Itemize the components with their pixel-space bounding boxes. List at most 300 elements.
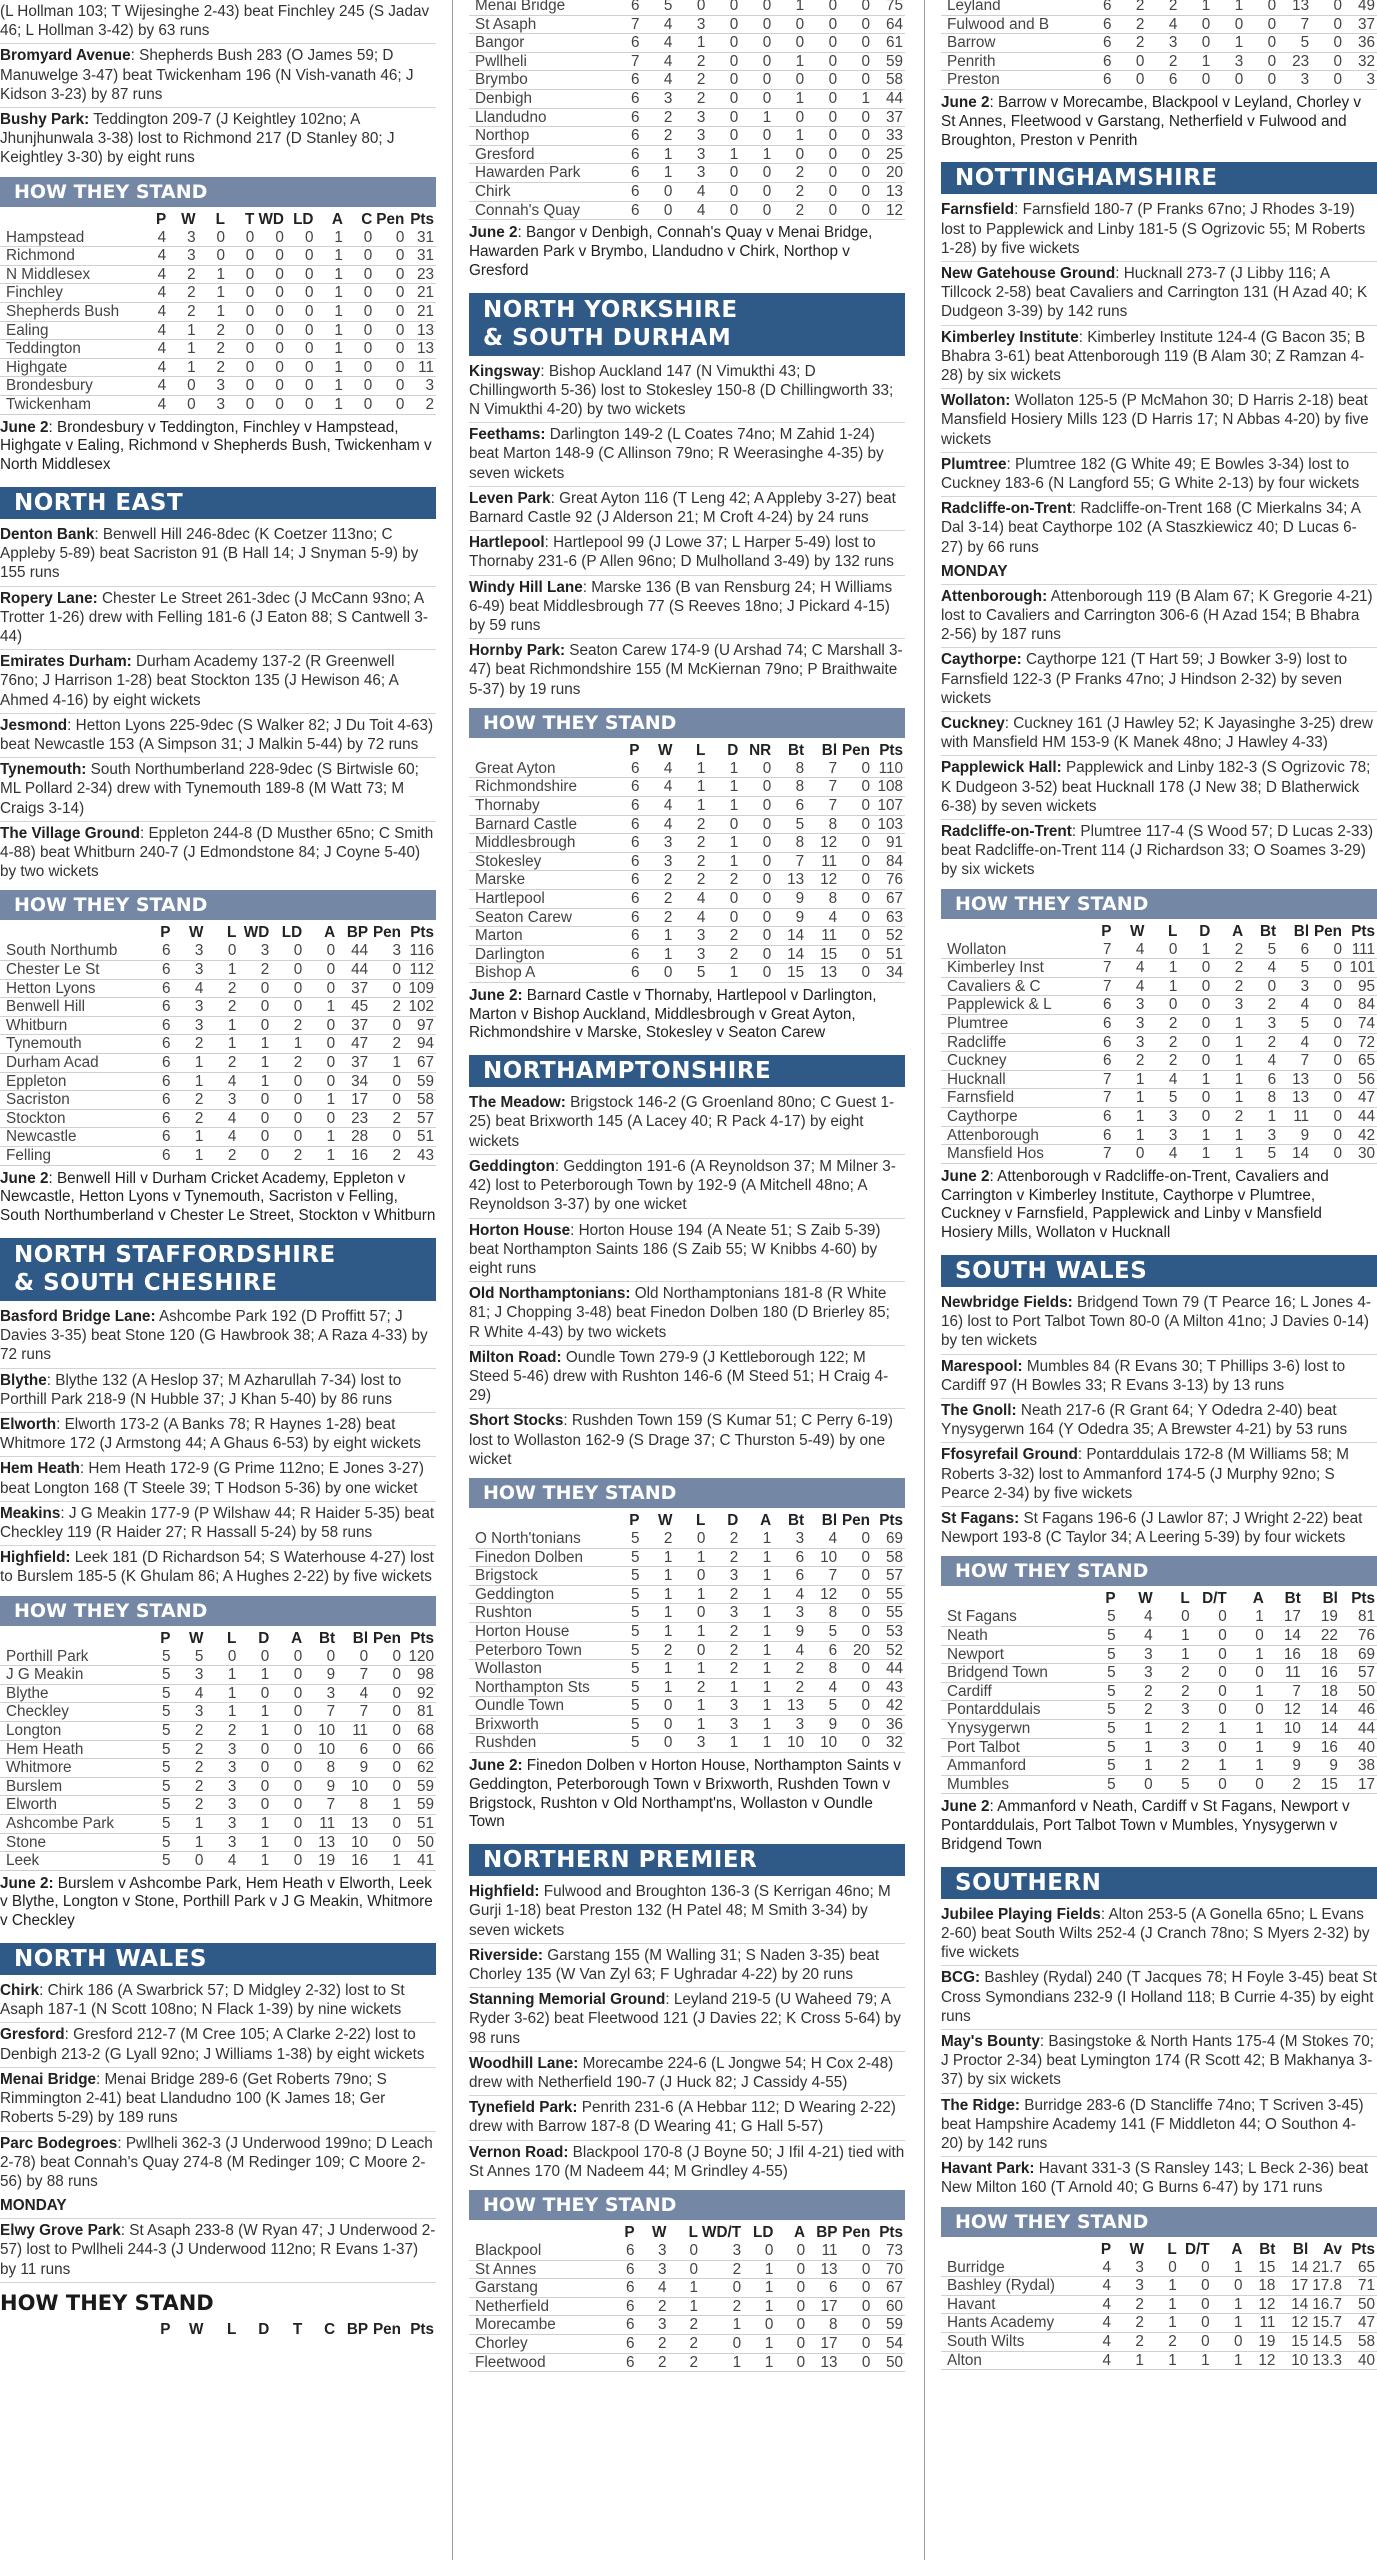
column-header: Bl	[1292, 2240, 1309, 2258]
stat-cell: 3	[198, 377, 227, 396]
result-text: Ashcombe Park 192 (D Proffitt 57; J Davies 3-35) beat Stone 120 (G Hawbrook 38; A Raza 4-33) by 72 runs	[0, 1307, 428, 1364]
team-name: Papplewick & L	[941, 996, 1081, 1015]
stat-cell: 1	[743, 2260, 775, 2279]
stat-cell: 4	[641, 760, 674, 778]
result-text: Bridgend Town 79 (T Pearce 16; L Jones 4-16) lost to Port Talbot Town 80-0 (A Milton 41no; J Davies 0-14) by ten wickets	[941, 1293, 1371, 1350]
stat-cell: 0	[1179, 2259, 1212, 2277]
stat-cell: 2	[773, 1678, 806, 1697]
result-text: : Horton House 194 (A Neate 51; S Zaib 5-39) beat Northampton Saints 186 (S Zaib 55; W Knibbs 4-60) by eight runs	[469, 1221, 881, 1277]
column-header	[0, 924, 140, 942]
column-header: D	[258, 2320, 270, 2338]
stat-cell: 15	[773, 964, 806, 983]
stat-cell: 2	[773, 1660, 806, 1679]
stat-cell: 64	[872, 15, 905, 34]
stat-cell: 59	[403, 1796, 436, 1815]
stat-cell: 5	[609, 1697, 642, 1716]
stat-cell: 11	[304, 1814, 337, 1833]
team-name: Ashcombe Park	[0, 1814, 140, 1833]
fixtures-text: Finedon Dolben v Horton House, Northampton Saints v Geddington, Peterborough Town v Brixworth, Rushden Town v Brigstock, Rushton v Old Northampt'ns, Wollaston v Oundle Town	[469, 1757, 901, 1831]
venue-name: Attenborough:	[941, 587, 1048, 605]
stat-cell: 4	[641, 71, 674, 90]
venue-name: New Gatehouse Ground	[941, 264, 1116, 282]
table-row	[0, 229, 436, 247]
stat-cell: 1	[674, 1622, 707, 1641]
stat-cell: 0	[806, 182, 839, 201]
stat-cell: 2	[674, 852, 707, 871]
stat-cell: 32	[1344, 52, 1377, 71]
stat-cell: 2	[1266, 1775, 1303, 1794]
stat-cell: 4	[139, 284, 168, 303]
stat-cell: 6	[605, 2335, 637, 2354]
stat-cell: 1	[1192, 1757, 1229, 1776]
stat-cell: 4	[139, 229, 168, 247]
result-item	[469, 2096, 905, 2140]
stat-cell: 6	[609, 34, 642, 53]
column-header: Pts	[879, 741, 903, 759]
stat-cell: 0	[740, 127, 773, 146]
table-row	[469, 2335, 905, 2354]
team-name: South Northumb	[0, 942, 140, 960]
team-name: Plumtree	[941, 1015, 1081, 1034]
stat-cell: 16	[337, 1852, 370, 1871]
column-header: P	[1105, 1590, 1116, 1608]
column-header: Pts	[410, 2320, 434, 2338]
stat-cell: 2	[668, 2353, 700, 2372]
venue-name: Hartlepool	[469, 534, 545, 552]
stat-cell: 5	[140, 1777, 173, 1796]
stat-cell: 13	[1278, 0, 1311, 15]
stat-cell: 4	[641, 778, 674, 797]
table-row	[941, 1033, 1377, 1052]
table-row	[941, 71, 1377, 90]
banner-line: NORTH YORKSHIRE	[483, 296, 738, 323]
stat-cell: 2	[1146, 0, 1179, 15]
stat-cell: 6	[609, 145, 642, 164]
team-name: Chester Le St	[0, 961, 140, 980]
column-header	[469, 742, 609, 760]
stat-cell: 2	[271, 1146, 304, 1165]
stat-cell: 58	[872, 1548, 905, 1567]
stat-cell: 36	[872, 1715, 905, 1734]
stat-cell: 1	[315, 284, 344, 303]
venue-name: Caythorpe:	[941, 651, 1022, 669]
stat-cell: 6	[1081, 1052, 1114, 1071]
team-name: St Fagans	[941, 1608, 1081, 1626]
stat-cell: 6	[609, 164, 642, 183]
stat-cell: 0	[304, 1035, 337, 1054]
stat-cell: 6	[140, 1016, 173, 1035]
team-name: Brixworth	[469, 1715, 609, 1734]
table-row	[469, 927, 905, 946]
result-item	[469, 1155, 905, 1219]
stat-cell: 0	[1179, 959, 1212, 978]
stat-cell: 0	[1311, 996, 1344, 1015]
stat-cell: 49	[1344, 0, 1377, 15]
stat-cell: 44	[337, 942, 370, 960]
stat-cell: 7	[609, 15, 642, 34]
result-text: Teddington 209-7 (J Keightley 102no; A Jhunjhunwala 3-38) lost to Richmond 217 (D Stanley 80; J Keightley 3-30) by eight runs	[0, 111, 395, 167]
result-text: : Hartlepool 99 (J Lowe 37; L Harper 5-49) lost to Thornaby 231-6 (P Allen 96no; D Mulholland 3-49) by 132 runs	[469, 534, 894, 571]
stat-cell: 6	[1081, 15, 1114, 34]
stat-cell: 2	[370, 998, 403, 1017]
stat-cell: 2	[707, 1585, 740, 1604]
column-header: Pen	[842, 2224, 871, 2242]
column-header: W	[188, 1629, 204, 1647]
team-name: Connah's Quay	[469, 201, 609, 220]
stat-cell: 0	[839, 2279, 872, 2298]
stat-cell: 0	[1179, 2277, 1212, 2296]
stat-cell: 6	[337, 1740, 370, 1759]
table-row	[941, 52, 1377, 71]
stat-cell: 0	[345, 284, 374, 303]
stat-cell: 2	[641, 889, 674, 908]
column-header: Bl	[1322, 1590, 1338, 1608]
stat-cell: 15	[1244, 2259, 1277, 2277]
stat-cell: 0	[374, 229, 406, 247]
team-name: Hawarden Park	[469, 164, 609, 183]
table-row	[0, 303, 436, 322]
column-header: L	[1180, 1590, 1190, 1608]
table-row	[941, 1701, 1377, 1720]
table-row	[469, 2279, 905, 2298]
stat-cell: 0	[707, 34, 740, 53]
stat-cell: 0	[674, 1641, 707, 1660]
stat-cell: 2	[172, 1721, 205, 1740]
stat-cell: 14	[773, 945, 806, 964]
table-row	[0, 1684, 436, 1703]
stat-cell: 0	[271, 1759, 304, 1778]
stat-cell: 13	[1278, 1070, 1311, 1089]
stat-cell: 6	[609, 964, 642, 983]
stat-cell: 9	[304, 1777, 337, 1796]
stat-cell: 2	[707, 1641, 740, 1660]
column-header: A	[794, 2224, 806, 2242]
stat-cell: 5	[140, 1684, 173, 1703]
stat-cell: 56	[1344, 1070, 1377, 1089]
table-row	[941, 2351, 1377, 2370]
stat-cell: 1	[1113, 1108, 1146, 1127]
result-item	[0, 1305, 436, 1369]
stat-cell: 1	[641, 945, 674, 964]
team-name: Leek	[0, 1852, 140, 1871]
stat-cell: 42	[1344, 1126, 1377, 1145]
stat-cell: 0	[374, 377, 406, 396]
stat-cell: 2	[641, 108, 674, 127]
table-row	[941, 2314, 1377, 2333]
table-row	[469, 1604, 905, 1623]
stat-cell: 6	[609, 182, 642, 201]
venue-name: Radcliffe-on-Trent	[941, 823, 1072, 841]
result-text: Wollaton 125-5 (P McMahon 30; D Harris 2-18) beat Mansfield Hosiery Mills 123 (D Harris 17; N Abbas 4-20) by five wickets	[941, 392, 1369, 448]
stat-cell: 0	[839, 908, 872, 927]
stat-cell: 81	[1340, 1608, 1377, 1626]
stat-cell: 0	[1179, 2332, 1212, 2351]
table-row	[0, 1648, 436, 1666]
stat-cell: 8	[806, 889, 839, 908]
team-name: Rushton	[469, 1604, 609, 1623]
stat-cell: 0	[740, 889, 773, 908]
team-name: Farnsfield	[941, 1089, 1081, 1108]
column-header: LD	[753, 2224, 774, 2242]
stat-cell: 0	[700, 2335, 743, 2354]
stat-cell: 1	[740, 1660, 773, 1679]
column-header: L	[215, 210, 225, 228]
stat-cell: 0	[806, 71, 839, 90]
stat-cell: 2	[1113, 0, 1146, 15]
stat-cell: 7	[806, 1567, 839, 1586]
team-name: Fulwood and B	[941, 15, 1081, 34]
team-name: Hartlepool	[469, 889, 609, 908]
column-header: A	[324, 924, 336, 942]
stat-cell: 68	[403, 1721, 436, 1740]
table-row	[941, 1738, 1377, 1757]
stat-cell: 0	[839, 15, 872, 34]
stat-cell: 1	[315, 247, 344, 266]
result-text: : Elworth 173-2 (A Banks 78; R Haynes 1-28) beat Whitmore 172 (J Armstong 44; A Ghaus 6-53) by eight wickets	[0, 1415, 421, 1453]
stat-cell: 0	[641, 182, 674, 201]
stat-cell: 13	[807, 2260, 839, 2279]
stat-cell: 3	[1212, 996, 1245, 1015]
stat-cell: 6	[1081, 1126, 1114, 1145]
stat-cell: 0	[370, 1833, 403, 1852]
stat-cell: 2	[773, 182, 806, 201]
venue-name: Marespool:	[941, 1357, 1023, 1375]
stat-cell: 0	[707, 71, 740, 90]
fixtures-label: June 2	[941, 93, 990, 111]
stat-cell: 0	[374, 284, 406, 303]
stat-cell: 3	[641, 89, 674, 108]
table-row	[941, 1645, 1377, 1664]
venue-name: Geddington	[469, 1157, 555, 1175]
result-text: Durham Academy 137-2 (R Greenwell 76no; J Harrison 1-28) beat Stockton 135 (J Hewison 46; A Ahmed 4-16) by eight wickets	[0, 653, 398, 709]
stat-cell: 69	[1340, 1645, 1377, 1664]
stat-cell: 2	[1146, 52, 1179, 71]
stat-cell: 1	[641, 1622, 674, 1641]
stat-cell: 2	[1113, 34, 1146, 53]
stat-cell: 5	[1081, 1664, 1118, 1683]
stat-cell: 3	[773, 1530, 806, 1548]
standings-heading: HOW THEY STAND	[0, 2290, 214, 2315]
stat-cell: 2	[172, 1091, 205, 1110]
stat-cell: 3	[198, 395, 227, 414]
column-header: L	[226, 1629, 237, 1647]
column-header: Bt	[1284, 1590, 1301, 1608]
column-header: Bt	[1259, 2240, 1276, 2258]
stat-cell: 6	[609, 127, 642, 146]
stat-cell: 8	[304, 1759, 337, 1778]
stat-cell: 0	[674, 1530, 707, 1548]
stat-cell: 1	[1212, 34, 1245, 53]
fixtures-note	[0, 415, 436, 481]
stat-cell: 84	[1344, 996, 1377, 1015]
stat-cell: 13	[773, 1697, 806, 1716]
stat-cell: 0	[1229, 1627, 1266, 1646]
standings-heading: HOW THEY STAND	[941, 2207, 1377, 2237]
column-header: W	[181, 210, 196, 228]
stat-cell: 0	[271, 1740, 304, 1759]
stat-cell: 0	[304, 1053, 337, 1072]
stat-cell: 5	[773, 815, 806, 834]
stat-cell: 2	[674, 71, 707, 90]
stat-cell: 1	[1192, 1719, 1229, 1738]
result-item	[469, 639, 905, 702]
stat-cell: 7	[304, 1703, 337, 1722]
stat-cell: 0	[839, 927, 872, 946]
result-text: Bashley (Rydal) 240 (T Jacques 78; H Foyle 3-45) beat St Cross Symondians 232-9 (I Holland 118; B Currie 4-35) by eight runs	[941, 1969, 1377, 2025]
stat-cell: 111	[1344, 941, 1377, 959]
stat-cell: 32	[872, 1734, 905, 1753]
stat-cell: 9	[1266, 1738, 1303, 1757]
stat-cell: 0	[304, 1072, 337, 1091]
table-row	[0, 961, 436, 980]
team-name: Richmondshire	[469, 778, 609, 797]
table-row	[0, 1128, 436, 1147]
stat-cell: 3	[674, 1734, 707, 1753]
result-item	[469, 1944, 905, 1988]
stat-cell: 0	[839, 1530, 872, 1548]
stat-cell: 0	[304, 1648, 337, 1666]
stat-cell: 1	[674, 34, 707, 53]
stat-cell: 4	[1245, 1052, 1278, 1071]
stat-cell: 18	[1303, 1645, 1340, 1664]
stat-cell: 3	[674, 127, 707, 146]
stat-cell: 0	[1311, 1126, 1344, 1145]
team-name: Chorley	[469, 2335, 605, 2354]
stat-cell: 2	[198, 340, 227, 359]
venue-name: Newbridge Fields:	[941, 1293, 1073, 1311]
stat-cell: 5	[609, 1715, 642, 1734]
team-name: Marske	[469, 871, 609, 890]
venue-name: Basford Bridge Lane:	[0, 1307, 156, 1325]
stat-cell: 103	[872, 815, 905, 834]
stat-cell: 5	[609, 1585, 642, 1604]
column-header: Pen	[841, 1511, 871, 1529]
stat-cell: 1	[315, 229, 344, 247]
stat-cell: 1	[641, 145, 674, 164]
result-item	[469, 1988, 905, 2052]
table-row	[469, 15, 905, 34]
fixtures-label: June 2:	[469, 1757, 523, 1775]
table-row	[0, 998, 436, 1017]
stat-cell: 6	[1278, 941, 1311, 959]
stat-cell: 1	[198, 284, 227, 303]
section-banner-southern: SOUTHERN	[941, 1867, 1377, 1899]
stat-cell: 0	[370, 1721, 403, 1740]
column-header: P	[629, 1511, 640, 1529]
result-item	[0, 587, 436, 651]
team-name: Attenborough	[941, 1126, 1081, 1145]
column-header: Pts	[879, 1511, 903, 1529]
stat-cell: 67	[872, 2279, 905, 2298]
stat-cell: 2	[1113, 1052, 1146, 1071]
team-name: Wollaton	[941, 941, 1081, 959]
stat-cell: 2	[168, 265, 197, 284]
stat-cell: 1	[1212, 1015, 1245, 1034]
team-name: Radcliffe	[941, 1033, 1081, 1052]
team-name: Durham Acad	[0, 1053, 140, 1072]
stat-cell: 0	[271, 1852, 304, 1871]
stat-cell: 1	[1212, 1145, 1245, 1164]
stat-cell: 14	[773, 927, 806, 946]
stat-cell: 2	[1118, 1682, 1155, 1701]
stat-cell: 0	[839, 945, 872, 964]
fixtures-label: June 2	[941, 1798, 990, 1816]
stat-cell: 3	[304, 1684, 337, 1703]
table-row	[941, 959, 1377, 978]
stat-cell: 0	[1311, 959, 1344, 978]
stat-cell: 2	[1113, 2295, 1146, 2314]
stat-cell: 3	[172, 1016, 205, 1035]
stat-cell: 1	[238, 1721, 271, 1740]
venue-name: Vernon Road:	[469, 2143, 569, 2161]
stat-cell: 4	[139, 265, 168, 284]
result-text: Brigstock 146-2 (G Groenland 80no; C Guest 1-25) beat Brixworth 145 (A Lacey 40; R Pack 4-17) by eight wickets	[469, 1094, 895, 1150]
stat-cell: 1	[1212, 1089, 1245, 1108]
stat-cell: 5	[1245, 1145, 1278, 1164]
result-item	[941, 2030, 1377, 2094]
stat-cell: 11	[1244, 2314, 1277, 2333]
stat-cell: 1	[1212, 2351, 1245, 2370]
stat-cell: 0	[740, 778, 773, 797]
table-row	[469, 760, 905, 778]
stat-cell: 0	[238, 1740, 271, 1759]
stat-cell: 0	[775, 2297, 807, 2316]
fixtures-text: Barnard Castle v Thornaby, Hartlepool v Darlington, Marton v Bishop Auckland, Middlesbrough v Great Ayton, Richmondshire v Marske, Stokesley v Seaton Carew	[469, 986, 877, 1042]
stat-cell: 0	[1179, 2295, 1212, 2314]
venue-name: Highfield:	[0, 1549, 71, 1567]
stat-cell: 2	[674, 834, 707, 853]
stat-cell: 2	[641, 1530, 674, 1548]
stat-cell: 47	[1344, 1089, 1377, 1108]
stat-cell: 3	[674, 108, 707, 127]
result-item	[941, 326, 1377, 390]
column-header: D/T	[1184, 2240, 1210, 2258]
stat-cell: 4	[1146, 1145, 1179, 1164]
section-banner-north-yorkshire	[469, 293, 905, 356]
stat-cell: 4	[1080, 2314, 1113, 2333]
venue-name: The Village Ground	[0, 824, 140, 842]
result-item	[941, 1507, 1377, 1550]
venue-name: Bushy Park:	[0, 111, 90, 129]
team-name: Bishop A	[469, 964, 609, 983]
stat-cell: 6	[605, 2279, 637, 2298]
stat-cell: 4	[172, 1684, 205, 1703]
stat-cell: 34	[872, 964, 905, 983]
stat-cell: 0	[238, 1016, 271, 1035]
stat-cell: 6	[609, 108, 642, 127]
stat-cell: 3	[1212, 52, 1245, 71]
stat-cell: 1	[238, 1703, 271, 1722]
stat-cell: 3	[1118, 1645, 1155, 1664]
stat-cell: 58	[1344, 2332, 1377, 2351]
result-item	[941, 1355, 1377, 1399]
stat-cell: 0	[775, 2260, 807, 2279]
stat-cell: 0	[839, 1548, 872, 1567]
stat-cell: 0	[271, 1666, 304, 1685]
stat-cell: 0	[227, 377, 256, 396]
stat-cell: 0	[238, 1759, 271, 1778]
stat-cell: 1	[205, 1703, 238, 1722]
stat-cell: 1	[1113, 1070, 1146, 1089]
team-name: Mansfield Hos	[941, 1145, 1081, 1164]
stat-cell: 18	[1244, 2277, 1277, 2296]
column-header: D	[1199, 922, 1211, 940]
stat-cell: 4	[1080, 2351, 1113, 2370]
team-name: Bridgend Town	[941, 1664, 1081, 1683]
stat-cell: 3	[1113, 1033, 1146, 1052]
stat-cell: 0	[345, 377, 374, 396]
stat-cell: 101	[1344, 959, 1377, 978]
